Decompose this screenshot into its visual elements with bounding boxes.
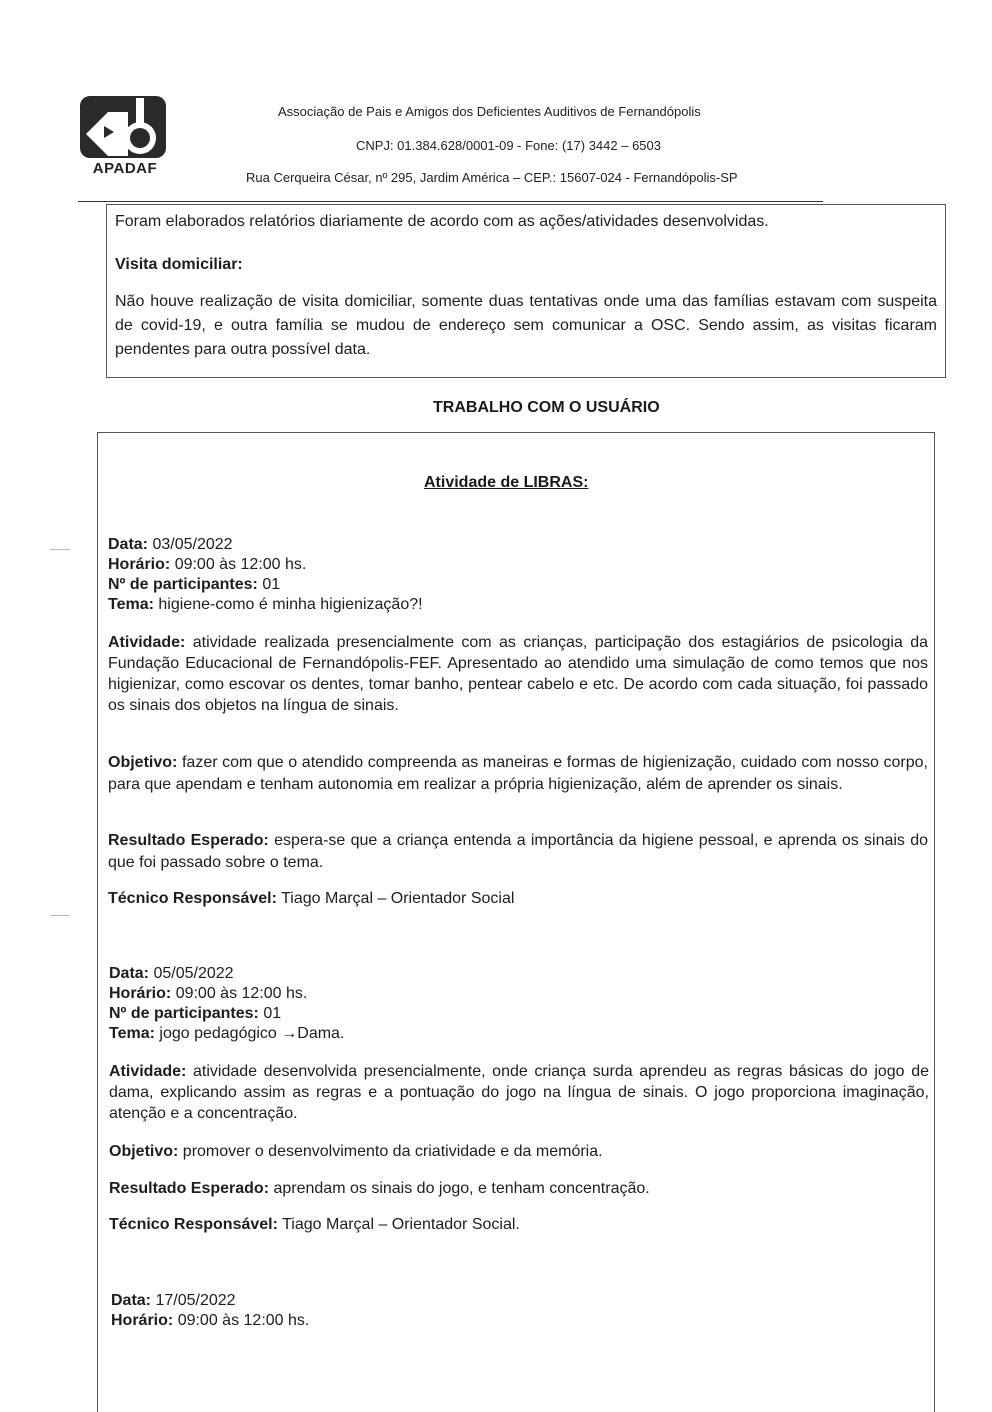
activity-title: Atividade de LIBRAS:: [424, 474, 589, 491]
reports-text: Foram elaborados relatórios diariamente de acordo com as ações/atividades desenvolvidas.: [115, 213, 769, 230]
entry-1-atividade: Atividade: atividade realizada presencialmente com as crianças, participação dos estagiários de psicologia da Fundação Educacional de Fernandópolis-FEF. Apresentado ao atendido uma simulação de como temos que nos higienizar, como escovar os dentes, tomar banho, pentear cabelo e etc. De acordo com cada situação, foi passado os sinais dos objetos na língua de sinais.: [108, 634, 928, 714]
entry-3-horario: Horário: 09:00 às 12:00 hs.: [111, 1312, 310, 1329]
logo-label: APADAF: [92, 160, 158, 177]
entry-1-objetivo: Objetivo: fazer com que o atendido compreenda as maneiras e formas de higienização, cuidado com nosso corpo, para que apendam e tenham autonomia em realizar a própria higienização, além de aprender os sinais.: [108, 754, 928, 793]
section-title: TRABALHO COM O USUÁRIO: [433, 399, 660, 416]
entry-1-participantes: Nº de participantes: 01: [108, 576, 281, 593]
header-divider: [78, 201, 823, 202]
org-name: Associação de Pais e Amigos dos Deficientes Auditivos de Fernandópolis: [278, 104, 701, 119]
entry-2-tecnico: Técnico Responsável: Tiago Marçal – Orientador Social.: [109, 1216, 520, 1233]
entry-2-objetivo: Objetivo: promover o desenvolvimento da criatividade e da memória.: [109, 1143, 603, 1160]
entry-2-resultado: Resultado Esperado: aprendam os sinais do jogo, e tenham concentração.: [109, 1180, 650, 1197]
margin-mark: [50, 915, 70, 916]
margin-mark: [50, 549, 70, 550]
visit-text: Não houve realização de visita domiciliar, somente duas tentativas onde uma das famílias estavam com suspeita de covid-19, e outra família se mudou de endereço sem comunicar a OSC. Sendo assim, as visitas ficaram pendentes para outra possível data.: [115, 293, 937, 358]
entry-2-tema: Tema: jogo pedagógico →Dama.: [109, 1025, 345, 1042]
entry-2-atividade: Atividade: atividade desenvolvida presencialmente, onde criança surda aprendeu as regras básicas do jogo de dama, explicando assim as regras e a pontuação do jogo na língua de sinais. O jogo proporciona imaginação, atenção e a concentração.: [109, 1063, 929, 1122]
entry-1-resultado: Resultado Esperado: espera-se que a criança entenda a importância da higiene pessoal, e aprenda os sinais do que foi passado sobre o tema.: [108, 832, 929, 871]
entry-1-horario: Horário: 09:00 às 12:00 hs.: [108, 556, 307, 573]
entry-1-data: Data: 03/05/2022: [108, 536, 233, 553]
org-cnpj: CNPJ: 01.384.628/0001-09 - Fone: (17) 3442 – 6503: [356, 138, 661, 153]
entry-2-participantes: Nº de participantes: 01: [109, 1005, 282, 1022]
entry-2-horario: Horário: 09:00 às 12:00 hs.: [109, 985, 308, 1002]
visit-title: Visita domiciliar:: [115, 256, 243, 273]
entry-3-data: Data: 17/05/2022: [111, 1292, 236, 1309]
entry-1-tecnico: Técnico Responsável: Tiago Marçal – Orientador Social: [108, 890, 515, 907]
entry-1-tema: Tema: higiene-como é minha higienização?!: [108, 596, 423, 613]
org-address: Rua Cerqueira César, nº 295, Jardim América – CEP.: 15607-024 - Fernandópolis-SP: [246, 170, 738, 185]
entry-2-data: Data: 05/05/2022: [109, 965, 234, 982]
